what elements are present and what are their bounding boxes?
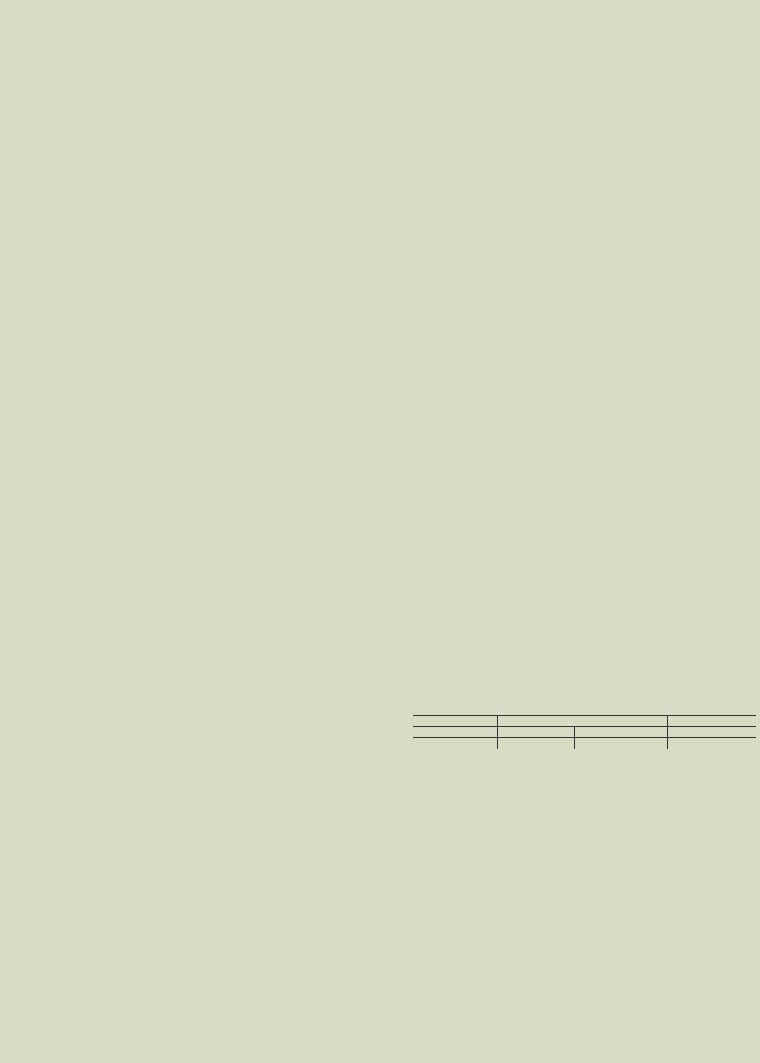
compaction-table — [413, 715, 756, 749]
header-depth — [498, 727, 575, 738]
table-title — [498, 716, 668, 727]
machines-and-weather-chart — [0, 485, 410, 775]
left-column-text — [62, 840, 392, 843]
scraper-output-chart — [0, 0, 410, 235]
operating-hours-chart — [0, 248, 410, 473]
right-column-text — [415, 38, 753, 40]
header-compaction — [575, 727, 668, 738]
